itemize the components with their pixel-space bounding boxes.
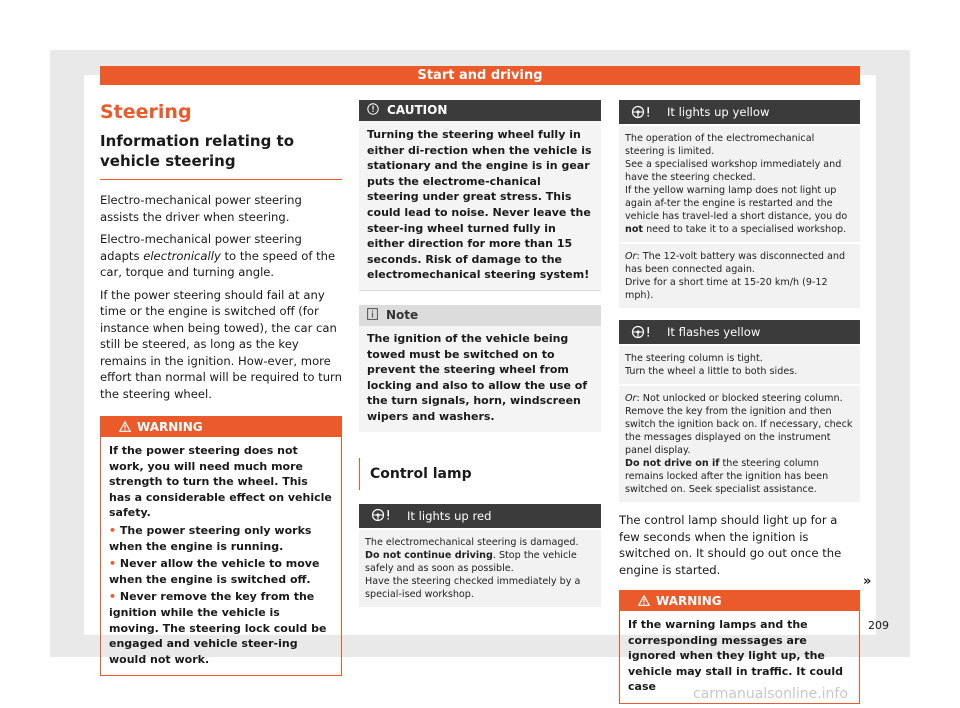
lamp-red-line3: Have the steering checked immediately by a special-ised workshop.: [365, 575, 581, 600]
note-body: The ignition of the vehicle being towed must be switched on to prevent the steering wheel from locking and also to allow the use of the turn signals, horn, windscreen wipers and washers.: [367, 331, 588, 423]
warning-bullet-text: Never allow the vehicle to move when the engine is switched off.: [109, 557, 320, 586]
lamp-yellow-text: Drive for a short time at 15-20 km/h (9-12 mph).: [625, 277, 828, 301]
column-1: [100, 100, 342, 676]
warning-intro: If the power steering does not work, you will need much more strength to turn the wheel. This has a considerable effect on vehicle safety.: [109, 444, 332, 520]
lamp-yellow-bold: not: [625, 224, 644, 235]
warning-bullet: [109, 523, 333, 554]
continue-marker: »: [863, 574, 872, 589]
lamp-flash-body-1: [619, 346, 860, 384]
warning-header-2: [620, 591, 859, 611]
bullet-dot: •: [109, 557, 120, 571]
paragraph-2-text-a: Electro-mechanical power steering adapts: [100, 232, 302, 263]
lamp-flash-text: Remove the key from the ignition and then switch the ignition back on. If necessary, check the messages displayed on the instrument panel display.: [625, 406, 853, 456]
lamp-yellow-text: The operation of the electromechanical steering is limited.: [625, 133, 815, 157]
caution-body: Turning the steering wheel fully in either di-rection when the vehicle is stationary and the engine is in gear puts the electrome-chanical steering under great stress. This could lead to noise. Never leave the steer-ing wheel turned fully in either direction for more than 15 seconds. Risk of damage to the electromechanical steering system!: [367, 128, 592, 282]
lamp-red-header: [359, 504, 601, 528]
section-subtitle: Information relating to vehicle steering: [100, 131, 342, 180]
warning-box: [100, 416, 342, 676]
steering-warning-icon: [631, 100, 657, 124]
chapter-header: Start and driving: [100, 66, 860, 85]
lamp-yellow-body-1: [619, 126, 860, 242]
lamp-yellow-text: See a specialised workshop immediately and have the steering checked.: [625, 159, 842, 183]
warning-bullet: [109, 589, 333, 667]
column-3: [619, 100, 860, 704]
warning-bullet-text: Never remove the key from the ignition while the vehicle is moving. The steering lock could be engaged and vehicle steer-ing would not work.: [109, 590, 327, 666]
watermark: carmanualsonline.info: [693, 686, 848, 702]
section-title: Steering: [100, 101, 192, 123]
lamp-flash-bold: Do not drive on if: [625, 458, 720, 469]
lamp-flash-or: Or: [625, 393, 637, 404]
lamp-red-title: It lights up red: [407, 508, 492, 523]
control-lamp-paragraph: The control lamp should light up for a few seconds when the ignition is switched on. It should go out once the engine is started.: [619, 513, 842, 577]
lamp-yellow-text: : The 12-volt battery was disconnected and has been connected again.: [625, 251, 846, 275]
caution-label: CAUTION: [387, 103, 448, 117]
lamp-yellow-or: Or: [625, 251, 637, 262]
lamp-yellow-text: If the yellow warning lamp does not light up again af-ter the engine is restarted and the vehicle has travel-led a short distance, you do: [625, 185, 848, 222]
lamp-flash-text: Turn the wheel a little to both sides.: [625, 366, 798, 377]
note-box: [359, 305, 601, 432]
caution-header: [359, 100, 601, 121]
lamp-flash-text: the steering column remains locked after the ignition has been switched on. Seek specialist assistance.: [625, 458, 829, 495]
warning-text-2: If the warning lamps and the corresponding messages are ignored when they light up, the vehicle may stall in traffic. It could case: [628, 618, 844, 694]
lamp-flash-text: The steering column is tight.: [625, 353, 763, 364]
warning-label: WARNING: [137, 420, 203, 434]
warning-bullet-text: The power steering only works when the engine is running.: [109, 523, 312, 553]
steering-warning-icon: [631, 320, 657, 344]
lamp-red-body: [359, 530, 601, 607]
lamp-yellow-header: [619, 100, 860, 124]
paragraph-2-text-b: to the speed of the car, torque and turning angle.: [100, 248, 336, 279]
paragraph-2: [100, 231, 342, 281]
bullet-dot: •: [109, 523, 120, 537]
lamp-red-bold: Do not continue driving: [365, 549, 493, 561]
steering-warning-icon: [371, 504, 397, 528]
lamp-flash-text: : Not unlocked or blocked steering column.: [636, 393, 843, 404]
warning-header: [101, 417, 341, 437]
paragraph-3: If the power steering should fail at any time or the engine is switched off (for instance when being towed), the car can still be steered, as long as the key remains in the ignition. How-ever, more effort than normal will be required to turn the steering wheel.: [100, 287, 342, 401]
page-number: 209: [868, 619, 889, 632]
column-2: [359, 100, 601, 607]
info-circle-icon: [367, 103, 379, 115]
warning-bullet: [109, 556, 333, 587]
lamp-yellow-text: need to take it to a specialised workshop.: [643, 224, 847, 235]
note-header: [359, 305, 601, 326]
lamp-yellow-body-2: [619, 244, 860, 308]
warning-triangle-icon: [638, 595, 650, 606]
bullet-dot: •: [109, 590, 120, 604]
warning-body: [101, 437, 341, 675]
lamp-flash-title: It flashes yellow: [667, 325, 761, 339]
note-label: Note: [386, 307, 419, 322]
control-lamp-heading: Control lamp: [359, 458, 601, 490]
paragraph-2-emphasis: electronically: [143, 248, 221, 263]
warning-triangle-icon: [119, 421, 131, 432]
lamp-red-line2: . Stop the vehicle safely and as soon as possible.: [365, 549, 577, 574]
caution-box: [359, 100, 601, 291]
lamp-yellow-title: It lights up yellow: [667, 105, 770, 119]
note-icon: [367, 308, 378, 320]
lamp-red-line1: The electromechanical steering is damaged.: [365, 536, 579, 548]
lamp-flash-body-2: [619, 386, 860, 502]
lamp-flash-header: [619, 320, 860, 344]
warning-label-2: WARNING: [656, 594, 722, 608]
paragraph-1: Electro-mechanical power steering assists the driver when steering.: [100, 193, 302, 224]
